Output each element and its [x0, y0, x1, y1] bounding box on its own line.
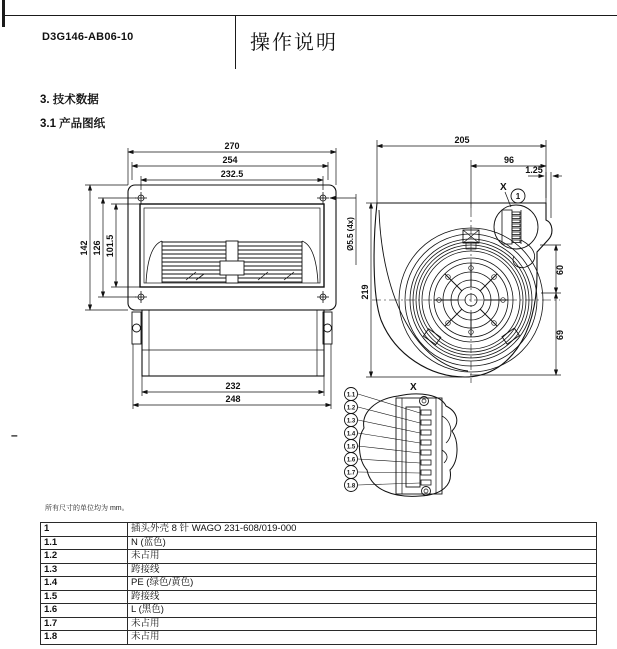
table-row: [41, 590, 597, 604]
table-row: [41, 563, 597, 577]
pin-desc: L (黑色): [128, 604, 597, 618]
dim-side-69: 69: [555, 329, 565, 341]
dim-side-1-25: 1.25: [525, 165, 543, 175]
balloon-1: [511, 189, 525, 203]
table-row: [41, 536, 597, 550]
detail-view-title: X: [410, 382, 417, 393]
balloon-1-5: 1.5: [346, 444, 356, 451]
doc-number: D3G146-AB06-10: [42, 31, 134, 43]
pin-id: 1: [41, 523, 128, 537]
dim-front-101-5: 101.5: [105, 234, 115, 258]
pin-desc: 跨接线: [128, 590, 597, 604]
pin-assignment-table: [40, 522, 597, 645]
dim-front-248: 248: [225, 394, 241, 404]
dim-side-60: 60: [555, 264, 565, 276]
dim-front-126: 126: [92, 240, 102, 256]
table-row: [41, 523, 597, 537]
detail-x-reference: X: [500, 182, 507, 193]
side-view: [372, 192, 560, 383]
dim-front-232-5: 232.5: [220, 169, 244, 179]
header-rule: [5, 15, 617, 16]
front-view: [128, 185, 336, 376]
dim-front-232: 232: [225, 381, 241, 391]
balloon-1-2: 1.2: [346, 405, 356, 412]
pin-desc: PE (绿色/黄色): [128, 577, 597, 591]
dim-front-254: 254: [222, 155, 238, 165]
balloon-1-6: 1.6: [346, 457, 356, 464]
balloon-1-label: 1: [515, 192, 521, 201]
table-row: [41, 550, 597, 564]
pin-id: 1.3: [41, 563, 128, 577]
dim-side-219: 219: [360, 284, 370, 300]
page-corner-mark: [2, 0, 5, 27]
pin-desc: 未占用: [128, 550, 597, 564]
dim-side-205: 205: [454, 135, 470, 145]
pin-id: 1.7: [41, 617, 128, 631]
detail-balloons: [345, 388, 358, 492]
table-row: [41, 577, 597, 591]
table-row: [41, 631, 597, 645]
table-row: [41, 617, 597, 631]
pin-id: 1.6: [41, 604, 128, 618]
pin-desc: 未占用: [128, 631, 597, 645]
detail-view-connector: [358, 394, 457, 496]
header-divider: [235, 16, 236, 69]
pin-id: 1.2: [41, 550, 128, 564]
pin-id: 1.1: [41, 536, 128, 550]
pin-desc: 跨接线: [128, 563, 597, 577]
pin-desc: 插头外壳 8 针 WAGO 231-608/019-000: [128, 523, 597, 537]
units-footnote: 所有尺寸的单位均为 mm。: [45, 505, 129, 512]
table-row: [41, 604, 597, 618]
balloon-1-3: 1.3: [346, 418, 356, 425]
balloon-1-7: 1.7: [346, 470, 356, 477]
balloon-1-1: 1.1: [346, 392, 356, 399]
section-heading-technical-data: 3. 技术数据: [40, 94, 99, 106]
pin-id: 1.4: [41, 577, 128, 591]
dim-front-hole-callout: Ø5.5 (4x): [346, 217, 355, 251]
balloon-1-4: 1.4: [346, 431, 356, 438]
section-heading-product-drawing: 3.1 产品图纸: [40, 118, 106, 130]
page-title: 操作说明: [250, 32, 338, 54]
dim-front-142: 142: [79, 240, 89, 256]
product-drawing: [0, 130, 617, 510]
pin-id: 1.5: [41, 590, 128, 604]
balloon-1-8: 1.8: [346, 483, 356, 490]
pin-desc: 未占用: [128, 617, 597, 631]
dim-front-270: 270: [224, 141, 240, 151]
margin-fold-mark: –: [11, 428, 18, 442]
dim-side-96: 96: [503, 155, 515, 165]
pin-desc: N (蓝色): [128, 536, 597, 550]
pin-id: 1.8: [41, 631, 128, 645]
